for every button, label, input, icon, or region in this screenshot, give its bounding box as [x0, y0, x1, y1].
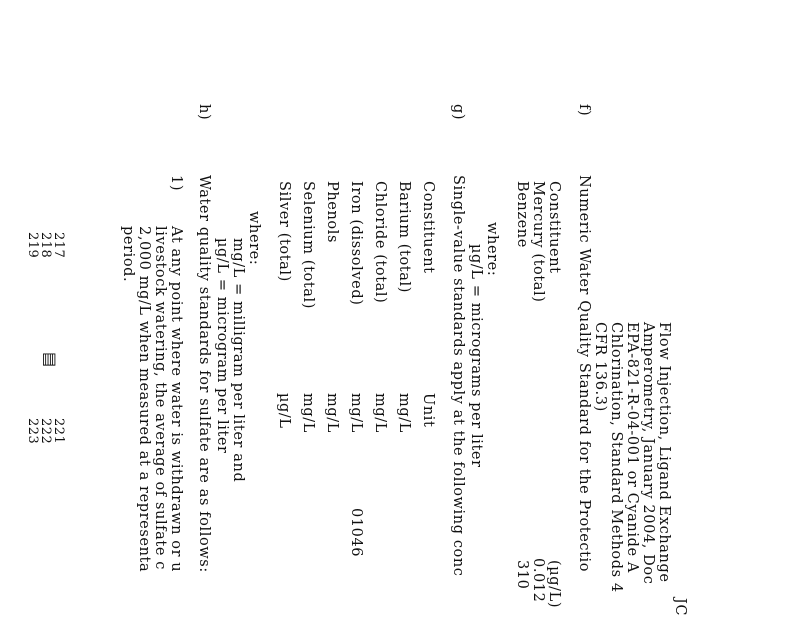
- line-number: 221: [51, 418, 66, 445]
- table-row-name: Benzene: [514, 181, 530, 248]
- item-line: At any point where water is withdrawn or u: [168, 226, 184, 573]
- unit-definition: µg/L = micrograms per liter: [468, 244, 484, 468]
- item-line: livestock watering, the average of sulfate c: [152, 226, 168, 570]
- item-line: 2,000 mg/L when measured at a representa: [136, 226, 152, 573]
- item-line: period.: [120, 226, 136, 283]
- table-row-unit: mg/L: [372, 393, 388, 433]
- where-label: where:: [484, 222, 500, 277]
- section-f-marker: f): [576, 104, 592, 117]
- methods-line: EPA-821-R-04-001 or Cyanide A: [624, 322, 640, 573]
- table-row-unit: mg/L: [324, 393, 340, 433]
- unit-definition: mg/L = milligram per liter and: [230, 238, 246, 483]
- methods-line: CFR 136.3): [592, 322, 608, 412]
- line-number: 219: [25, 232, 40, 259]
- line-number: 217: [51, 232, 66, 259]
- table-header-unit: Unit: [420, 393, 436, 428]
- table-row-name: Selenium (total): [300, 181, 316, 309]
- methods-line: Chlorination, Standard Methods 4: [608, 322, 624, 593]
- table-row-name: Chloride (total): [372, 181, 388, 304]
- table-row-name: Silver (total): [276, 181, 292, 282]
- methods-line: Amperometry, January 2004, Doc: [640, 322, 656, 585]
- table-row-name: Phenols: [324, 181, 340, 244]
- center-mark: ▤: [41, 352, 60, 368]
- table-row-unit: mg/L: [396, 393, 412, 433]
- table-row-value: 310: [514, 560, 530, 590]
- section-f-heading: Numeric Water Quality Standard for the Protectio: [576, 175, 592, 573]
- table-row-value: 0.012: [530, 558, 546, 603]
- line-number: 223: [25, 418, 40, 445]
- table-header-unit: (µg/L): [546, 560, 562, 609]
- line-number: 222: [38, 418, 53, 445]
- table-row-unit: mg/L: [300, 393, 316, 433]
- section-g-heading: Single-value standards apply at the following conc: [450, 175, 466, 577]
- header-corner-text: JC: [672, 598, 688, 617]
- where-label: where:: [246, 211, 262, 266]
- item-marker: 1): [168, 175, 184, 192]
- unit-definition: µg/L = microgram per liter: [214, 238, 230, 454]
- line-number: 218: [38, 232, 53, 259]
- section-h-heading: Water quality standards for sulfate are as follows:: [196, 175, 212, 573]
- table-row-unit: mg/L: [348, 393, 364, 433]
- section-h-marker: h): [196, 104, 212, 121]
- table-row-name: Barium (total): [396, 181, 412, 293]
- methods-line: Flow Injection, Ligand Exchange: [656, 322, 672, 583]
- table-row-code: 01046: [348, 508, 364, 558]
- table-header-constituent: Constituent: [420, 181, 436, 274]
- table-header-constituent: Constituent: [546, 181, 562, 274]
- table-row-unit: µg/L: [276, 393, 292, 429]
- section-g-marker: g): [450, 104, 466, 121]
- table-row-name: Iron (dissolved): [348, 181, 364, 306]
- table-row-name: Mercury (total): [530, 181, 546, 303]
